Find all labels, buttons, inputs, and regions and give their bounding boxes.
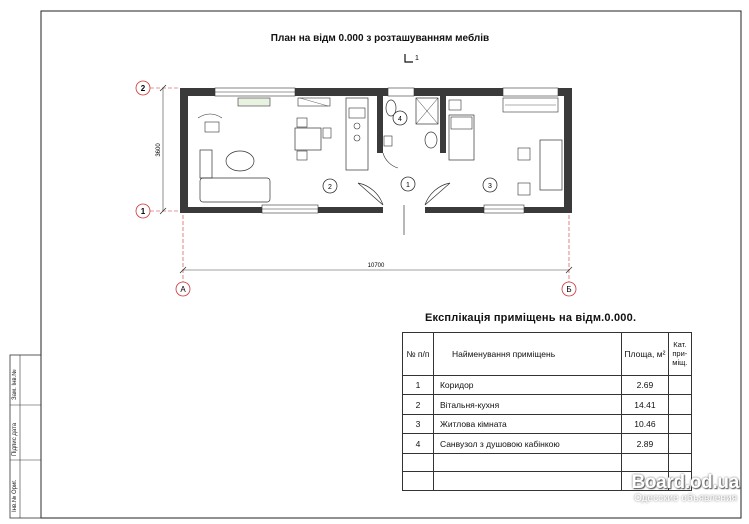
header-number: № п/п [403,333,434,376]
explication-table [402,332,692,491]
table-row [403,375,692,395]
section-mark-label: 1 [415,55,419,62]
row-number: 3 [403,414,434,434]
table-row-empty [403,454,692,472]
row-name: Коридор [433,375,621,395]
row-name: Вітальня-кухня [433,395,621,415]
room-number-1: 1 [406,182,410,189]
stamp-signature: Підпис дата [12,422,18,456]
row-category [668,395,691,415]
room-number-2: 2 [328,184,332,191]
dimension-length: 10700 [367,263,385,269]
stamp-replace: Зам. Інв.№ [12,369,18,400]
axis-label-bottom: 1 [140,207,146,216]
axis-label-right: Б [566,285,572,294]
row-number: 4 [403,434,434,454]
stamp-original: Інв.№ Ориг. [12,479,18,512]
row-area: 2.69 [622,375,668,395]
dimension-width: 3600 [156,143,162,157]
header-category: Кат. при-міщ. [668,333,691,376]
table-row [403,395,692,415]
room-number-3: 3 [488,183,492,190]
room-number-4: 4 [398,116,402,123]
explication-caption: Експлікація приміщень на відм.0.000. [425,312,637,324]
row-name: Житлова кімната [433,414,621,434]
header-area: Площа, м² [622,333,668,376]
row-name: Санвузол з душовою кабінкою [433,434,621,454]
axis-label-top: 2 [140,84,146,93]
row-number: 1 [403,375,434,395]
row-category [668,414,691,434]
table-row [403,414,692,434]
row-area: 14.41 [622,395,668,415]
header-name: Найменування приміщень [433,333,621,376]
table-header-row [403,333,692,376]
table-row [403,434,692,454]
watermark-subtitle: Одесские объявления [634,493,737,504]
row-area: 2.89 [622,434,668,454]
watermark-site: Board.od.ua [631,472,739,493]
row-category [668,375,691,395]
plan-title: План на відм 0.000 з розташуванням меблів [270,33,490,44]
row-area: 10.46 [622,414,668,434]
row-category [668,434,691,454]
row-number: 2 [403,395,434,415]
axis-label-left: А [180,285,186,294]
